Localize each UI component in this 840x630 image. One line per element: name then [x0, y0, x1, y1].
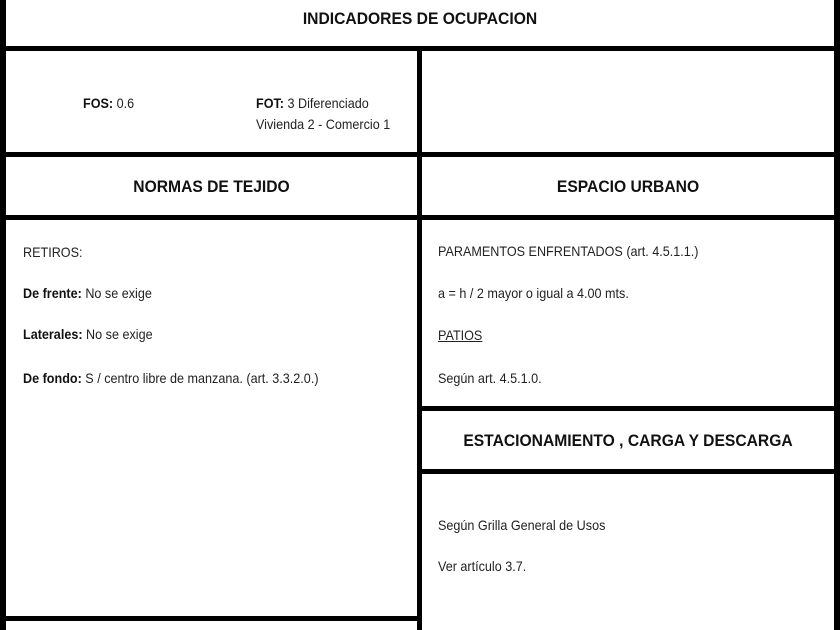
fot-label: FOT:	[256, 95, 284, 111]
patios-label: PATIOS	[438, 327, 483, 343]
retiro-fondo-label: De fondo:	[23, 370, 82, 386]
estacionamiento-heading: ESTACIONAMIENTO , CARGA Y DESCARGA	[463, 431, 793, 450]
retiro-fondo	[23, 370, 319, 386]
grilla-text: Según Grilla General de Usos	[438, 517, 606, 533]
espacio-heading: ESPACIO URBANO	[556, 177, 700, 196]
page-title: INDICADORES DE OCUPACION	[302, 9, 538, 28]
fot-value: 3 Diferenciado	[287, 95, 369, 111]
divider-under-estacionamiento	[420, 469, 840, 474]
normas-heading: NORMAS DE TEJIDO	[133, 177, 290, 196]
segun-art-text: Según art. 4.5.1.0.	[438, 370, 542, 386]
formula-text: a = h / 2 mayor o igual a 4.00 mts.	[438, 285, 629, 301]
retiros-label: RETIROS:	[23, 244, 83, 260]
fos-field	[83, 95, 134, 111]
fos-label: FOS:	[83, 95, 114, 111]
retiro-fondo-value: S / centro libre de manzana. (art. 3.3.2.0.)	[85, 370, 319, 386]
divider-bottom-left	[0, 616, 422, 621]
retiro-frente	[23, 285, 152, 301]
fot-field	[256, 95, 369, 111]
retiro-laterales-value: No se exige	[86, 326, 153, 342]
retiro-laterales	[23, 326, 153, 342]
retiro-frente-value: No se exige	[85, 285, 152, 301]
fos-value: 0.6	[116, 95, 135, 111]
retiro-frente-label: De frente:	[23, 285, 82, 301]
retiro-laterales-label: Laterales:	[23, 326, 83, 342]
column-divider	[417, 48, 422, 630]
table-border-left	[0, 0, 6, 630]
divider-above-estacionamiento	[420, 406, 840, 411]
ver-articulo-text: Ver artículo 3.7.	[438, 558, 527, 574]
table-border-right	[834, 0, 840, 630]
fot-detail: Vivienda 2 - Comercio 1	[256, 116, 391, 132]
paramentos-text: PARAMENTOS ENFRENTADOS (art. 4.5.1.1.)	[438, 243, 699, 259]
